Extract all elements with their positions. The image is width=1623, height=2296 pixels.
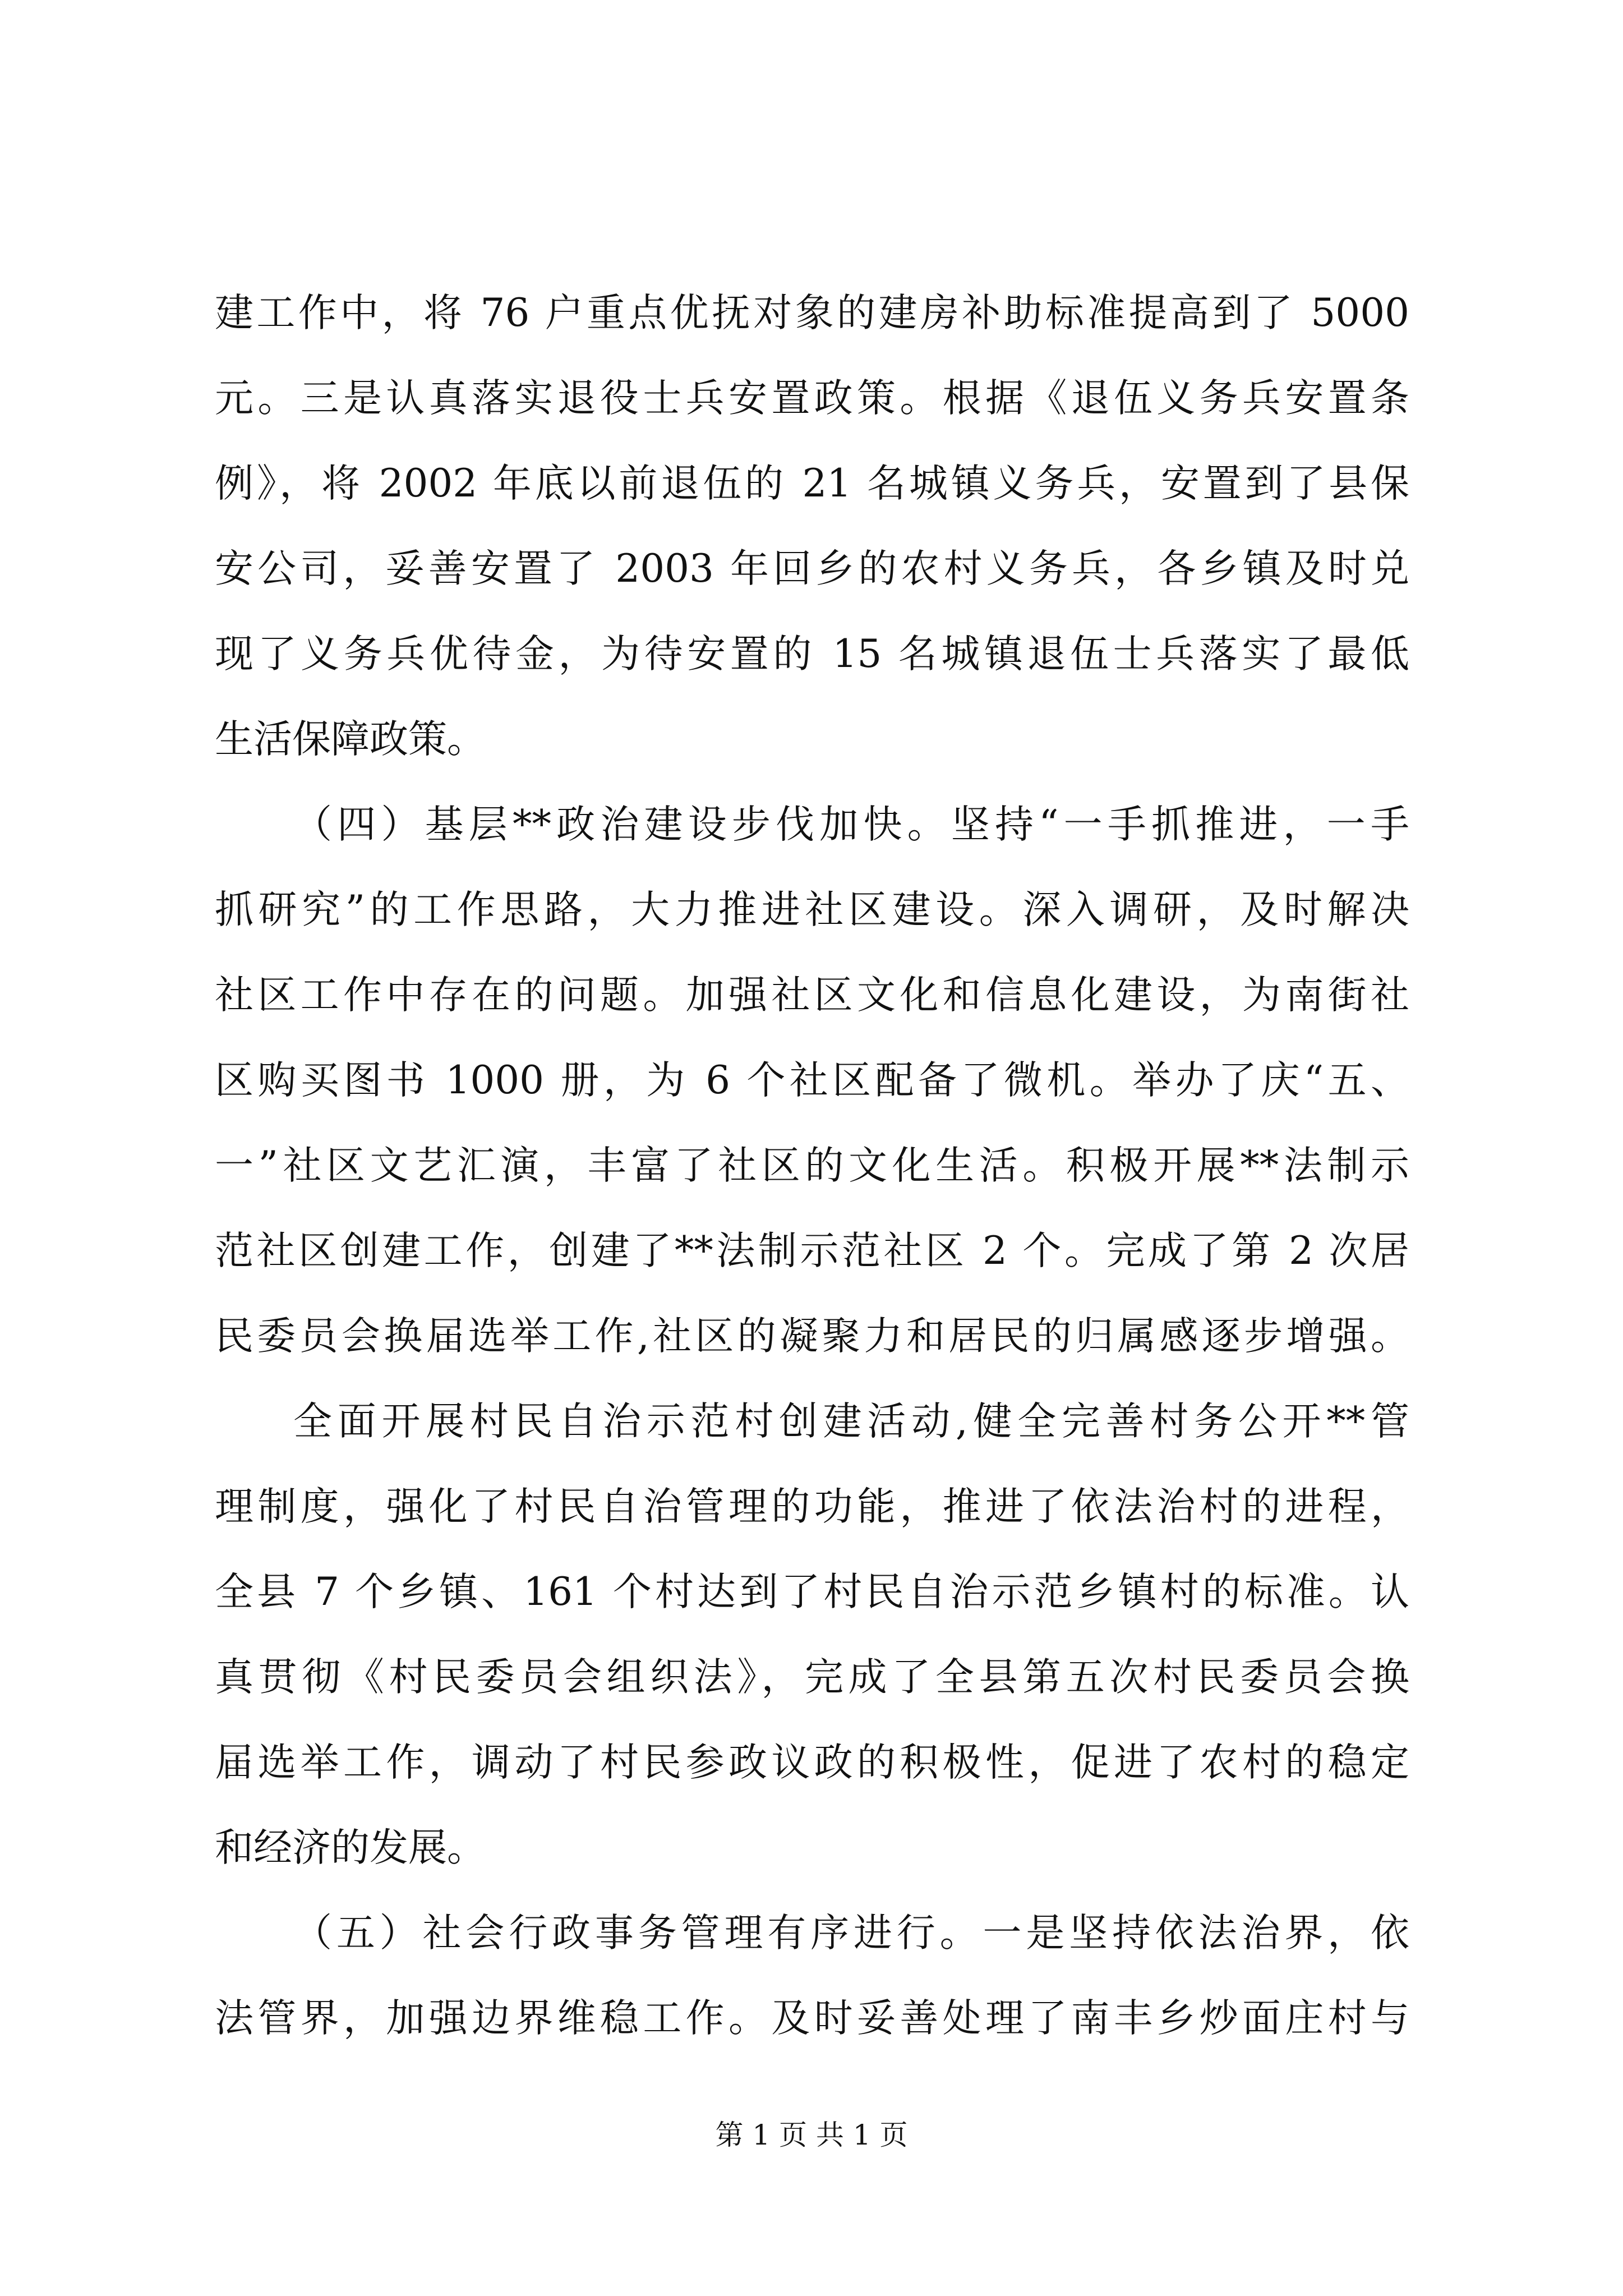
village-paragraph-line-4: 真贯彻《村民委员会组织法》，完成了全县第五次村民委员会换 — [215, 1655, 1409, 1700]
section-five-line-2: 法管界，加强边界维稳工作。及时妥善处理了南丰乡炒面庄村与 — [215, 1996, 1409, 2041]
village-paragraph-line-2: 理制度，强化了村民自治管理的功能，推进了依法治村的进程， — [215, 1484, 1409, 1529]
section-four-line-5: 一”社区文艺汇演，丰富了社区的文化生活。积极开展**法制示 — [215, 1143, 1409, 1188]
village-paragraph-line-1: 全面开展村民自治示范村创建活动,健全完善村务公开**管 — [293, 1399, 1409, 1444]
body-line-4: 安公司，妥善安置了 2003 年回乡的农村义务兵，各乡镇及时兑 — [215, 546, 1409, 591]
body-line-2: 元。三是认真落实退役士兵安置政策。根据《退伍义务兵安置条 — [215, 376, 1409, 421]
village-paragraph-line-3: 全县 7 个乡镇、161 个村达到了村民自治示范乡镇村的标准。认 — [215, 1570, 1409, 1614]
page-number: 第 1 页 共 1 页 — [715, 2119, 908, 2151]
body-line-3: 例》，将 2002 年底以前退伍的 21 名城镇义务兵，安置到了县保 — [215, 461, 1409, 506]
section-four-line-7: 民委员会换届选举工作,社区的凝聚力和居民的归属感逐步增强。 — [215, 1314, 1409, 1359]
page-footer — [0, 2118, 1623, 2152]
section-four-line-6: 范社区创建工作，创建了**法制示范社区 2 个。完成了第 2 次居 — [215, 1228, 1409, 1273]
body-line-6: 生活保障政策。 — [215, 717, 486, 762]
body-line-5: 现了义务兵优待金，为待安置的 15 名城镇退伍士兵落实了最低 — [215, 632, 1409, 677]
section-four-line-2: 抓研究”的工作思路，大力推进社区建设。深入调研，及时解决 — [215, 887, 1409, 932]
section-four-line-4: 区购买图书 1000 册，为 6 个社区配备了微机。举办了庆“五、 — [215, 1058, 1409, 1103]
body-line-1: 建工作中，将 76 户重点优抚对象的建房补助标准提高到了 5000 — [215, 291, 1409, 335]
section-five-line-1: （五）社会行政事务管理有序进行。一是坚持依法治界，依 — [293, 1911, 1409, 1955]
section-four-line-3: 社区工作中存在的问题。加强社区文化和信息化建设，为南街社 — [215, 973, 1409, 1018]
section-four-line-1: （四）基层**政治建设步伐加快。坚持“一手抓推进，一手 — [293, 802, 1409, 847]
village-paragraph-line-6: 和经济的发展。 — [215, 1825, 486, 1870]
village-paragraph-line-5: 届选举工作，调动了村民参政议政的积极性，促进了农村的稳定 — [215, 1740, 1409, 1785]
